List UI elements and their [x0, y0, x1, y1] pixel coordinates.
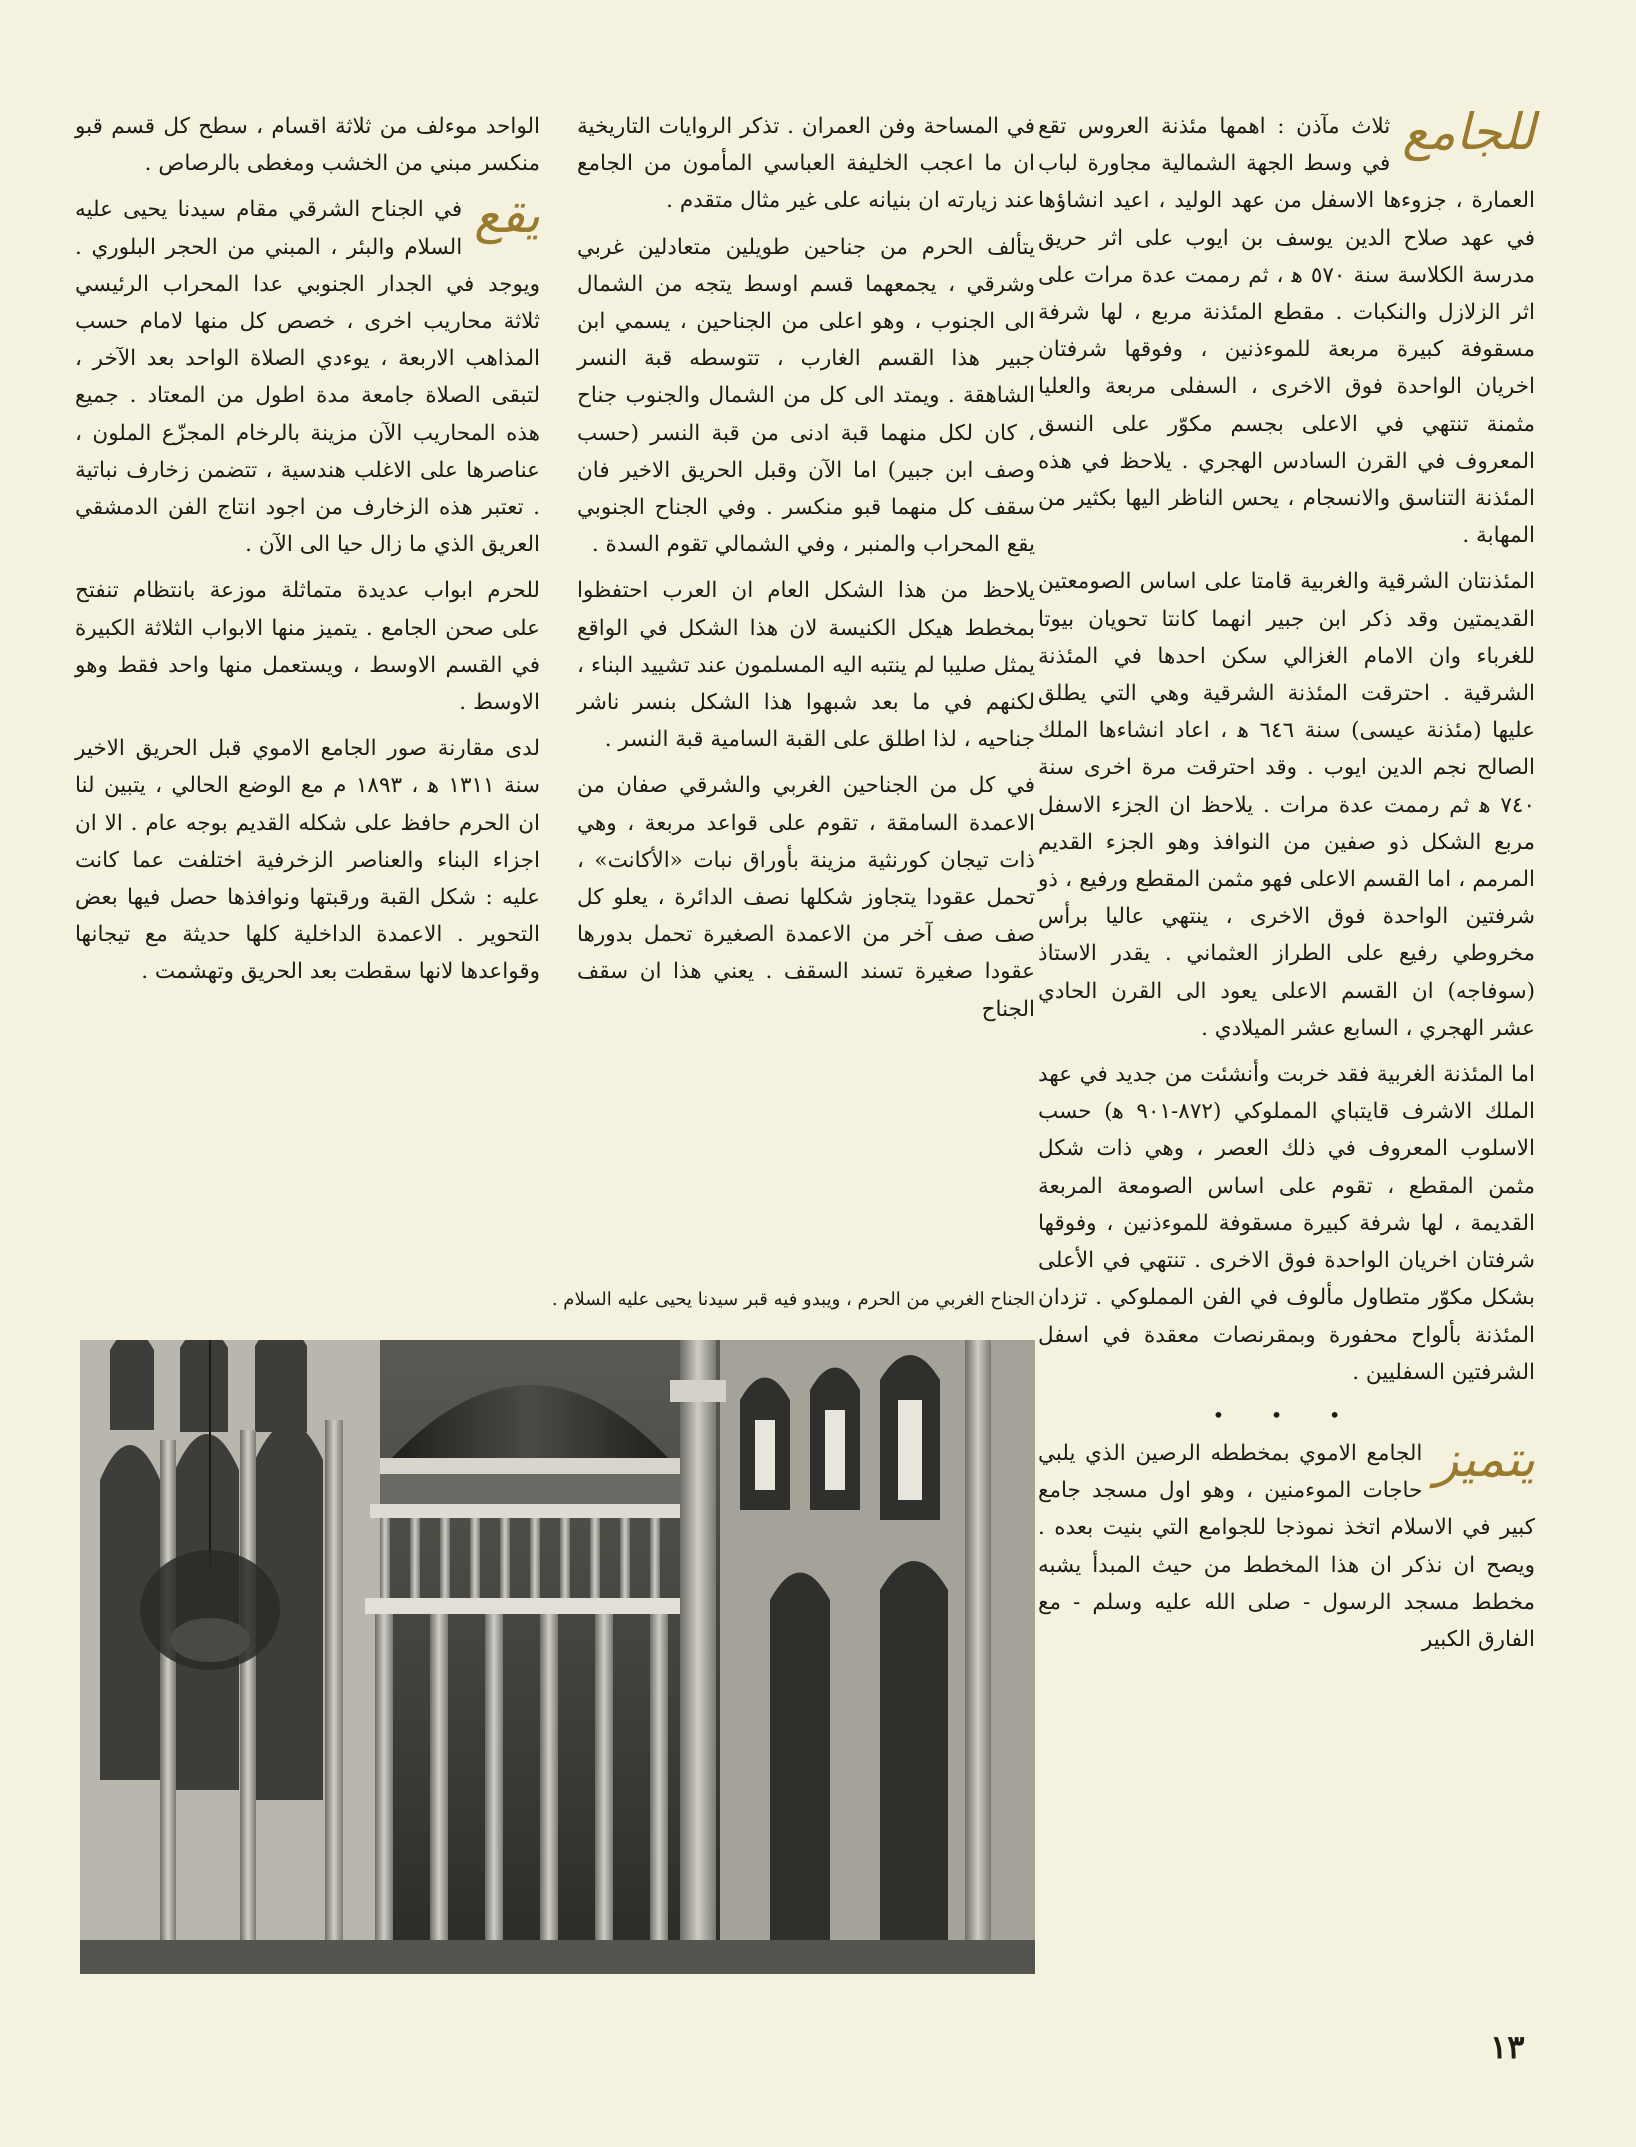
paragraph — [1038, 103, 1535, 554]
paragraph: يلاحظ من هذا الشكل العام ان العرب احتفظوا بمخطط هيكل الكنيسة لان هذا الشكل في الواقع يمثل صليبا لم ينتبه اليه المسلمون عند تشييد البناء ، لكنهم في ما بعد شبهوا هذا الشكل بنسر ناشر جناحيه ، لذا اطلق على القبة السامية قبة النسر . — [577, 578, 1035, 753]
paragraph-text: في الجناح الشرقي مقام سيدنا يحيى عليه السلام والبئر ، المبني من الحجر البلوري . ويوجد في الجدار الجنوبي عدا المحراب الرئيسي ثلاثة محاريب اخرى ، خصص كل منها لامام حسب المذاهب الاربعة ، يوءدي الصلاة الواحد بعد الآخر ، لتبقى الصلاة جامعة مدة اطول من المعتاد . جميع هذه المحاريب الآن مزينة بالرخام المجزّع الملون ، عناصرها على الاغلب هندسية ، تتضمن زخارف نباتية . تعتبر هذه الزخارف من اجود انتاج الفن الدمشقي العريق الذي ما زال حيا الى الآن . — [75, 197, 540, 558]
text-column-right — [1038, 103, 1535, 1658]
paragraph-text: ثلاث مآذن : اهمها مئذنة العروس تقع في وسط الجهة الشمالية مجاورة لباب العمارة ، جزوءها الاسفل من عهد الوليد ، اعيد انشاؤها في عهد صلاح الدين يوسف بن ايوب على اثر حريق مدرسة الكلاسة سنة ٥٧٠ ﻫ ، ثم رممت عدة مرات على اثر الزلازل والنكبات . مقطع المئذنة مربع ، لها شرفة مسقوفة كبيرة مربعة للموءذنين ، وفوقها شرفتان اخريان الواحدة فوق الاخرى ، السفلى مربعة والعليا مثمنة تنتهي في الاعلى بجسم مكوّر على النسق المعروف في القرن السادس الهجري . يلاحظ في هذه المئذنة التناسق والانسجام ، يحس الناظر اليها بكثير من المهابة . — [1038, 114, 1535, 549]
paragraph-text: الجامع الاموي بمخططه الرصين الذي يلبي حاجات الموءمنين ، وهو اول مسجد جامع كبير في الاسلام اتخذ نموذجا للجوامع التي بنيت بعده . ويصح ان نذكر ان هذا المخطط من حيث المبدأ يشبه مخطط مسجد الرسول - صلى الله عليه وسلم - مع الفارق الكبير — [1038, 1440, 1535, 1652]
paragraph: في المساحة وفن العمران . تذكر الروايات التاريخية ان ما اعجب الخليفة العباسي المأمون من الجامع عند زيارته ان بنيانه على غير مثال متقدم . — [577, 114, 1035, 214]
photo-caption: الجناح الغربي من الحرم ، ويبدو فيه قبر سيدنا يحيى عليه السلام . — [551, 1289, 1035, 1310]
text-column-left — [75, 108, 540, 991]
paragraph: الواحد موءلف من ثلاثة اقسام ، سطح كل قسم قبو منكسر مبني من الخشب ومغطى بالرصاص . — [75, 114, 540, 177]
paragraph: للحرم ابواب عديدة متماثلة موزعة بانتظام تنفتح على صحن الجامع . يتميز منها الابواب الثلاثة الكبيرة في القسم الاوسط ، ويستعمل منها واحد فقط وهو الاوسط . — [75, 578, 540, 716]
paragraph: المئذنتان الشرقية والغربية قامتا على اساس الصومعتين القديمتين وقد ذكر ابن جبير انهما كانتا تحويان بيوتا للغرباء وان الامام الغزالي سكن احدها في المئذنة الشرقية . احترقت المئذنة الشرقية وهي التي يطلق عليها (مئذنة عيسى) سنة ٦٤٦ ﻫ ، اعاد انشاءها الملك الصالح نجم الدين ايوب . وقد احترقت مرة اخرى سنة ٧٤٠ ﻫ ثم رممت عدة مرات . يلاحظ ان الجزء الاسفل مربع الشكل ذو صفين من النوافذ وهو الجزء القديم المرمم ، اما القسم الاعلى فهو مثمن المقطع ورفيع ، ذو شرفتين الواحدة فوق الاخرى ، ينتهي عاليا برأس مخروطي رفيع على الطراز العثماني . يقدر الاستاذ (سوفاجه) ان القسم الاعلى يعود الى القرن الحادي عشر الهجري ، السابع عشر الميلادي . — [1038, 569, 1535, 1041]
paragraph — [75, 186, 540, 563]
paragraph — [1038, 1429, 1535, 1658]
section-divider: • • • — [1212, 1402, 1361, 1427]
lead-word: للجامع — [1402, 103, 1535, 161]
mosque-interior-photo — [80, 1340, 1035, 1974]
paragraph: في كل من الجناحين الغربي والشرقي صفان من الاعمدة السامقة ، تقوم على قواعد مربعة ، وهي ذات تيجان كورنثية مزينة بأوراق نبات «الأكانت» ، تحمل عقودا يتجاوز شكلها نصف الدائرة ، يعلو كل صف صف آخر من الاعمدة الصغيرة تحمل بدورها عقودا صغيرة تسند السقف . يعني هذا ان سقف الجناح — [577, 773, 1035, 1022]
lead-word: يتميز — [1434, 1429, 1535, 1488]
paragraph: لدى مقارنة صور الجامع الاموي قبل الحريق الاخير سنة ١٣١١ ﻫ ، ١٨٩٣ م مع الوضع الحالي ، يتبين لنا ان الحرم حافظ على شكله القديم بوجه عام . الا ان اجزاء البناء والعناصر الزخرفية اختلفت عما كانت عليه : شكل القبة ورقبتها ونوافذها حصل فيها بعض التحوير . الاعمدة الداخلية كلها حديثة مع تيجانها وقواعدها لانها سقطت بعد الحريق وتهشمت . — [75, 736, 540, 985]
paragraph: يتألف الحرم من جناحين طويلين متعادلين غربي وشرقي ، يجمعهما قسم اوسط يتجه من الشمال الى الجنوب ، وهو اعلى من الجناحين ، يسمي ابن جبير هذا القسم الغارب ، تتوسطه قبة النسر الشاهقة . ويمتد الى كل من الشمال والجنوب جناح ، كان لكل منهما قبة ادنى من قبة النسر (حسب وصف ابن جبير) اما الآن وقبل الحريق الاخير فان سقف كل منهما قبو منكسر . وفي الجناح الجنوبي يقع المحراب والمنبر ، وفي الشمالي تقوم السدة . — [577, 234, 1035, 558]
paragraph: اما المئذنة الغربية فقد خربت وأنشئت من جديد في عهد الملك الاشرف قايتباي المملوكي (٨٧٢-٩٠١ ﻫ) حسب الاسلوب المعروف في ذلك العصر ، وهي ذات شكل مثمن المقطع ، تقوم على اساس الصومعة المربعة القديمة ، لها شرفة كبيرة مسقوفة للموءذنين ، وفوقها شرفتان اخريان الواحدة فوق الاخرى . تنتهي في الأعلى بشكل مكوّر متطاول مألوف في الفن المملوكي . تزدان المئذنة بألواح محفورة وبمقرنصات معقدة في اسفل الشرفتين السفليين . — [1038, 1062, 1535, 1385]
page-number: ١٣ — [1490, 2028, 1525, 2066]
text-column-middle — [577, 108, 1035, 1028]
lead-word: يقع — [474, 186, 540, 245]
